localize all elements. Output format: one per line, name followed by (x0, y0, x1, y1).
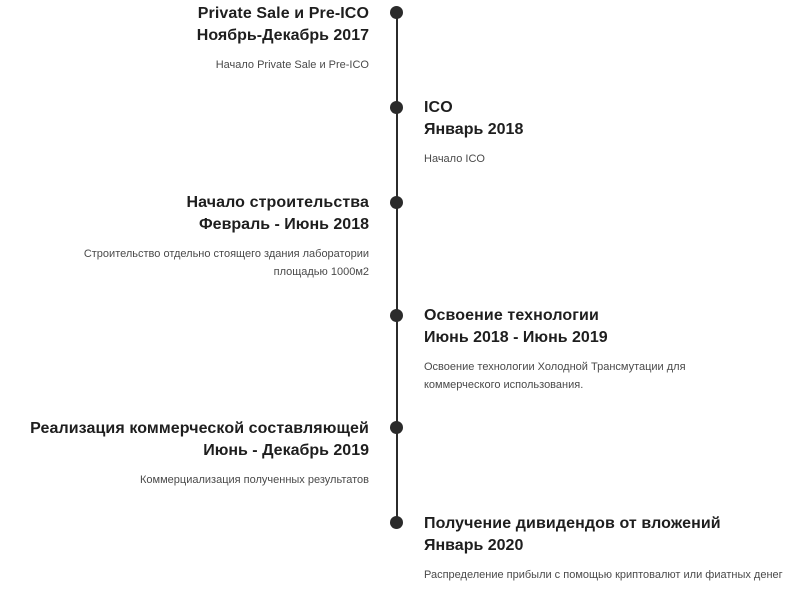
milestone-dividends (424, 513, 794, 584)
milestone-dot (390, 309, 403, 322)
milestone-title: Начало строительства (186, 194, 369, 211)
milestone-technology (424, 305, 794, 394)
milestone-period: Июнь - Декабрь 2019 (203, 442, 369, 459)
milestone-title: Освоение технологии (424, 307, 599, 324)
milestone-period: Февраль - Июнь 2018 (199, 216, 369, 233)
milestone-ico (424, 97, 794, 168)
milestone-description: Начало Private Sale и Pre-ICO (215, 59, 369, 71)
milestone-dot (390, 6, 403, 19)
milestone-description: Распределение прибыли с помощью криптовалют или фиатных денег (424, 569, 783, 581)
milestone-description: Начало ICO (424, 153, 485, 165)
milestone-period: Январь 2018 (424, 121, 524, 138)
milestone-title: Реализация коммерческой составляющей (30, 420, 369, 437)
milestone-construction (0, 192, 369, 281)
milestone-dot (390, 101, 403, 114)
milestone-title: Получение дивидендов от вложений (424, 515, 721, 532)
milestone-private-sale (0, 3, 369, 74)
milestone-period: Ноябрь-Декабрь 2017 (196, 27, 369, 44)
milestone-description: Коммерциализация полученных результатов (140, 474, 369, 486)
milestone-period: Январь 2020 (424, 537, 524, 554)
timeline-axis (396, 12, 398, 522)
milestone-commercial (0, 418, 369, 489)
milestone-title: ICO (424, 99, 453, 116)
milestone-dot (390, 196, 403, 209)
milestone-period: Июнь 2018 - Июнь 2019 (424, 329, 608, 346)
milestone-title: Private Sale и Pre-ICO (197, 5, 369, 22)
milestone-dot (390, 421, 403, 434)
milestone-description: Освоение технологии Холодной Трансмутации для коммерческого использования. (424, 361, 686, 391)
milestone-dot (390, 516, 403, 529)
milestone-description: Строительство отдельно стоящего здания лаборатории площадью 1000м2 (83, 248, 369, 278)
